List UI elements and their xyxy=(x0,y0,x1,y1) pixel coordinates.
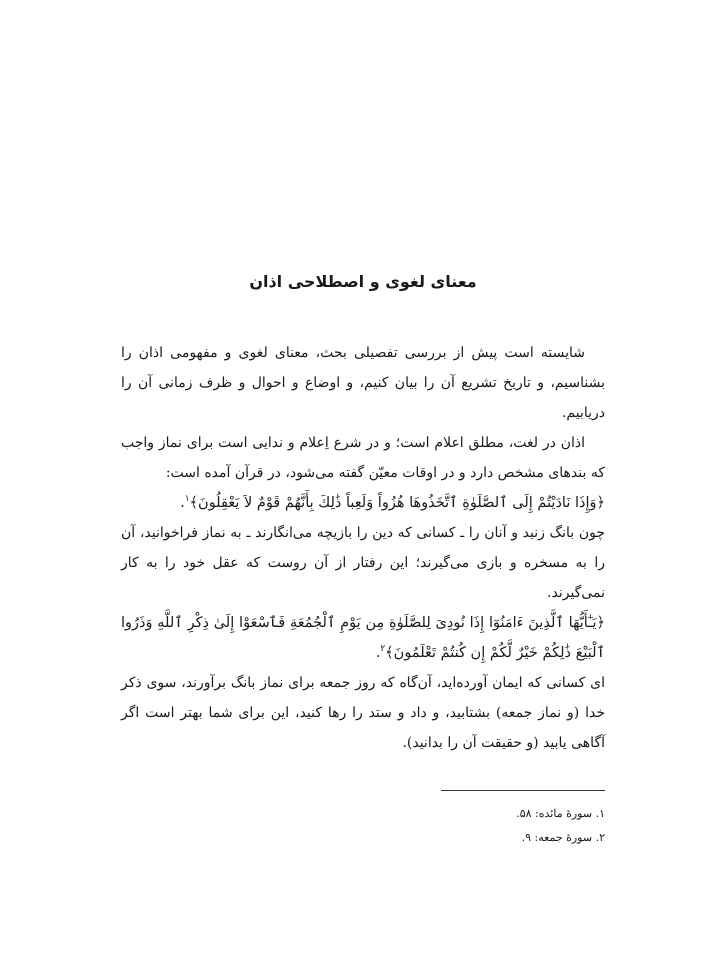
footnote-item: ۱. سورهٔ مائده: ۵۸. xyxy=(516,807,605,820)
body-text xyxy=(121,338,605,758)
verse-translation-jumua: ای کسانی که ایمان آورده‌اید، آن‌گاه که روز جمعه برای نماز بانگ برآورند، سوی ذکر خدا (و نماز جمعه) بشتابید، و داد و ستد را رها کنید، این برای شما بهتر است اگر آگاهی یابید (و حقیقت آن را بدانید). xyxy=(121,675,605,751)
verse-translation-maidah: چون بانگ زنید و آنان را ـ کسانی که دین را بازیچه می‌انگارند ـ به نماز فرا‌خوانید، آن را به مسخره و بازی می‌گیرند؛ این رفتار از آن روست که عقل خود را به کار نمی‌گیرند. xyxy=(121,525,605,601)
footnote-item: ۲. سورهٔ جمعه: ۹. xyxy=(521,831,605,844)
paragraph-intro: شایسته است پیش از بررسی تفصیلی بحث، معنای لغوی و مفهومی اذان را بشناسیم، و تاریخ تشریع آن را بیان کنیم، و اوضاع و احوال و ظرف زمانی آن را دریابیم. xyxy=(121,345,605,421)
page-title: معنای لغوی و اصطلاحی اذان xyxy=(249,272,477,291)
verse-text: ﴿وَإِذَا نَادَيْتُمْ إِلَى ٱلصَّلَوٰةِ ٱتَّخَذُوهَا هُزُواً وَلَعِباً ذَٰلِكَ بِأَنَّهُمْ قَوْمٌ لاَ يَعْقِلُونَ﴾ xyxy=(189,495,605,511)
quran-verse-jumua: ﴿يَـٰٓأَيُّهَا ٱلَّذِينَ ءَامَنُوٓا إِذَا نُودِىَ لِلصَّلَوٰةِ مِن يَوْمِ ٱلْجُمُعَةِ فَٱسْعَوْا إِلَىٰ ذِكْرِ ٱللَّهِ وَذَرُوا ٱلْبَيْعَ ذَٰلِكُمْ خَيْرٌ لَّكُمْ إِن كُنتُمْ تَعْلَمُونَ﴾$^۲$. xyxy=(121,615,605,661)
footnote-divider xyxy=(441,790,605,791)
paragraph-definition: اذان در لغت، مطلق اعلام است؛ و در شرع اِعلام و ندایی است برای نماز واجب که بندهای مشخص دارد و در اوقات معیّن گفته می‌شود، در قرآن آمده است: xyxy=(121,435,605,481)
quran-verse-maidah: ﴿وَإِذَا نَادَيْتُمْ إِلَى ٱلصَّلَوٰةِ ٱتَّخَذُوهَا هُزُواً وَلَعِباً ذَٰلِكَ بِأَنَّهُمْ قَوْمٌ لاَ يَعْقِلُونَ﴾$^۱$. xyxy=(180,494,605,511)
footnote-marker: ۱ xyxy=(184,494,190,505)
footnotes xyxy=(121,802,605,850)
footnote-marker: ۲ xyxy=(380,644,386,655)
verse-text: ﴿يَـٰٓأَيُّهَا ٱلَّذِينَ ءَامَنُوٓا إِذَا نُودِىَ لِلصَّلَوٰةِ مِن يَوْمِ ٱلْجُمُعَةِ فَٱسْعَوْا إِلَىٰ ذِكْرِ ٱللَّهِ وَذَرُوا ٱلْبَيْعَ ذَٰلِكُمْ خَيْرٌ لَّكُمْ إِن كُنتُمْ تَعْلَمُونَ﴾ xyxy=(121,615,605,661)
